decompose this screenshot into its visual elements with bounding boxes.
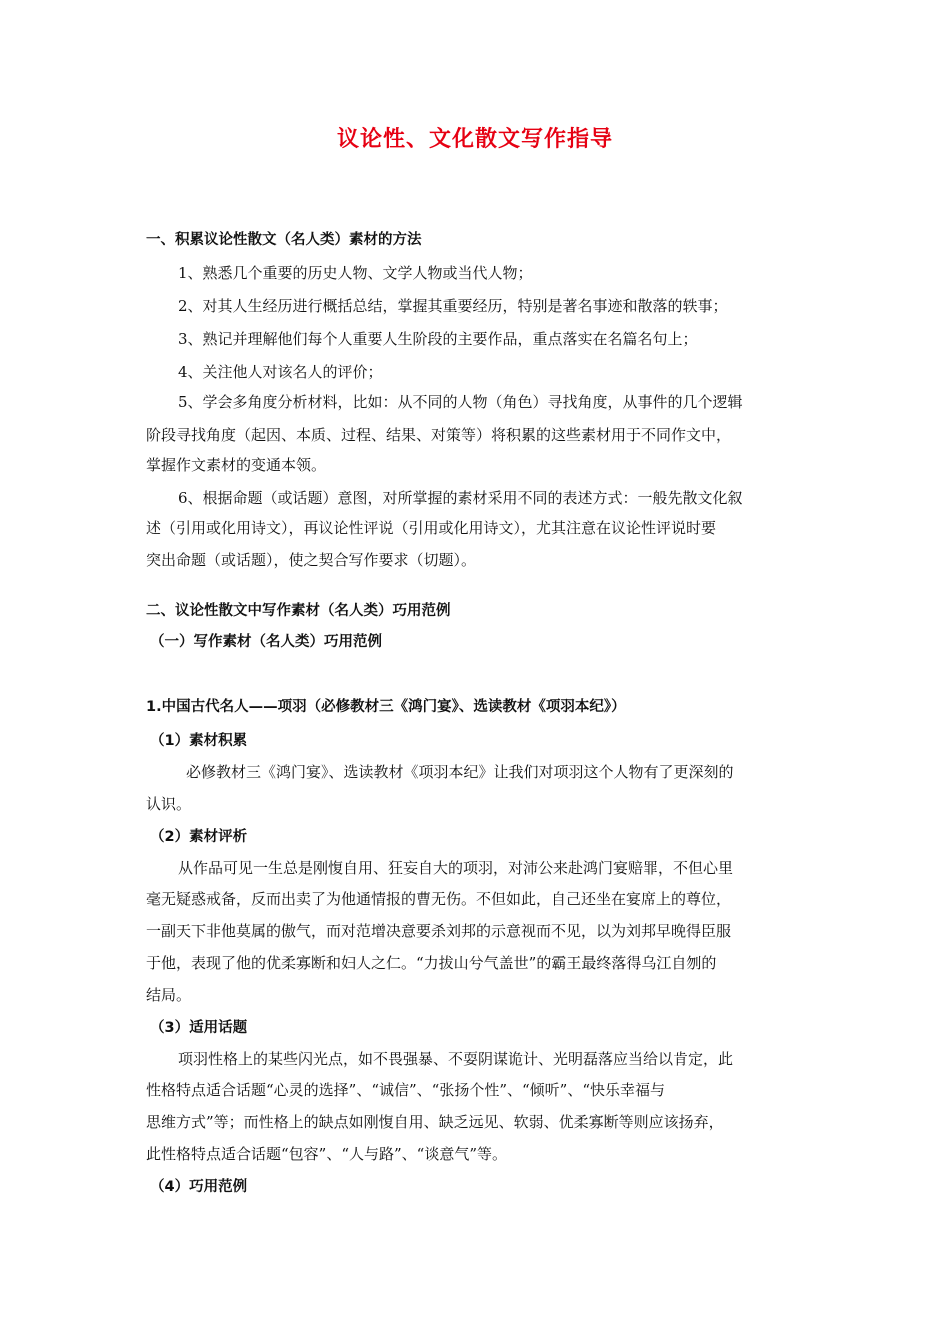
part-2-line-3: 一副天下非他莫属的傲气，而对范增决意要杀刘邦的示意视而不见，以为刘邦早晚得臣服 [146, 922, 732, 940]
part-3-line-4: 此性格特点适合话题“包容”、“人与路”、“谈意气”等。 [146, 1145, 508, 1163]
part-1-line-2: 认识。 [146, 795, 192, 813]
sec1-item-2: 2、对其人生经历进行概括总结，掌握其重要经历，特别是著名事迹和散落的轶事； [178, 297, 728, 315]
part-3-heading: （3）适用话题 [150, 1020, 248, 1036]
sec1-item-6-line-1: 6、根据命题（或话题）意图，对所掌握的素材采用不同的表述方式：一般先散文化叙 [178, 489, 743, 507]
document-title: 议论性、文化散文写作指导 [336, 127, 613, 152]
part-2-line-1: 从作品可见一生总是刚愎自用、狂妄自大的项羽，对沛公来赴鸿门宴赔罪，不但心里 [178, 859, 734, 877]
part-3-line-3: 思维方式”等；而性格上的缺点如刚愎自用、缺乏远见、软弱、优柔寡断等则应该扬弃， [146, 1113, 724, 1131]
part-2-line-4: 于他，表现了他的优柔寡断和妇人之仁。“力拔山兮气盖世”的霸王最终落得乌江自刎的 [146, 954, 717, 972]
case-title: 1.中国古代名人——项羽（必修教材三《鸿门宴》、选读教材《项羽本纪》） [146, 699, 626, 715]
sec1-item-3: 3、熟记并理解他们每个人重要人生阶段的主要作品，重点落实在名篇名句上； [178, 330, 698, 348]
section-1-heading: 一、积累议论性散文（名人类）素材的方法 [146, 232, 422, 248]
sec1-item-1: 1、熟悉几个重要的历史人物、文学人物或当代人物； [178, 264, 533, 282]
sec1-item-5-line-1: 5、学会多角度分析材料，比如：从不同的人物（角色）寻找角度，从事件的几个逻辑 [178, 393, 743, 411]
section-2-heading: 二、议论性散文中写作素材（名人类）巧用范例 [146, 603, 451, 619]
sec1-item-5-line-2: 阶段寻找角度（起因、本质、过程、结果、对策等）将积累的这些素材用于不同作文中， [146, 426, 732, 444]
part-3-line-1: 项羽性格上的某些闪光点，如不畏强暴、不耍阴谋诡计、光明磊落应当给以肯定，此 [178, 1050, 734, 1068]
sec1-item-6-line-2: 述（引用或化用诗文），再议论性评说（引用或化用诗文），尤其注意在议论性评说时要 [146, 519, 717, 537]
sec1-item-6-line-3: 突出命题（或话题），使之契合写作要求（切题）。 [146, 551, 477, 569]
section-2-subheading: （一）写作素材（名人类）巧用范例 [150, 634, 382, 650]
part-1-heading: （1）素材积累 [150, 733, 248, 749]
part-2-line-2: 毫无疑惑戒备，反而出卖了为他通情报的曹无伤。不但如此，自己还坐在宴席上的尊位， [146, 890, 732, 908]
sec1-item-5-line-3: 掌握作文素材的变通本领。 [146, 456, 327, 474]
part-2-heading: （2）素材评析 [150, 829, 248, 845]
part-1-line-1: 必修教材三《鸿门宴》、选读教材《项羽本纪》让我们对项羽这个人物有了更深刻的 [186, 763, 734, 781]
part-4-heading: （4）巧用范例 [150, 1179, 248, 1195]
part-2-line-5: 结局。 [146, 986, 192, 1004]
sec1-item-4: 4、关注他人对该名人的评价； [178, 363, 383, 381]
part-3-line-2: 性格特点适合话题“心灵的选择”、“诚信”、“张扬个性”、“倾听”、“快乐幸福与 [146, 1081, 666, 1099]
